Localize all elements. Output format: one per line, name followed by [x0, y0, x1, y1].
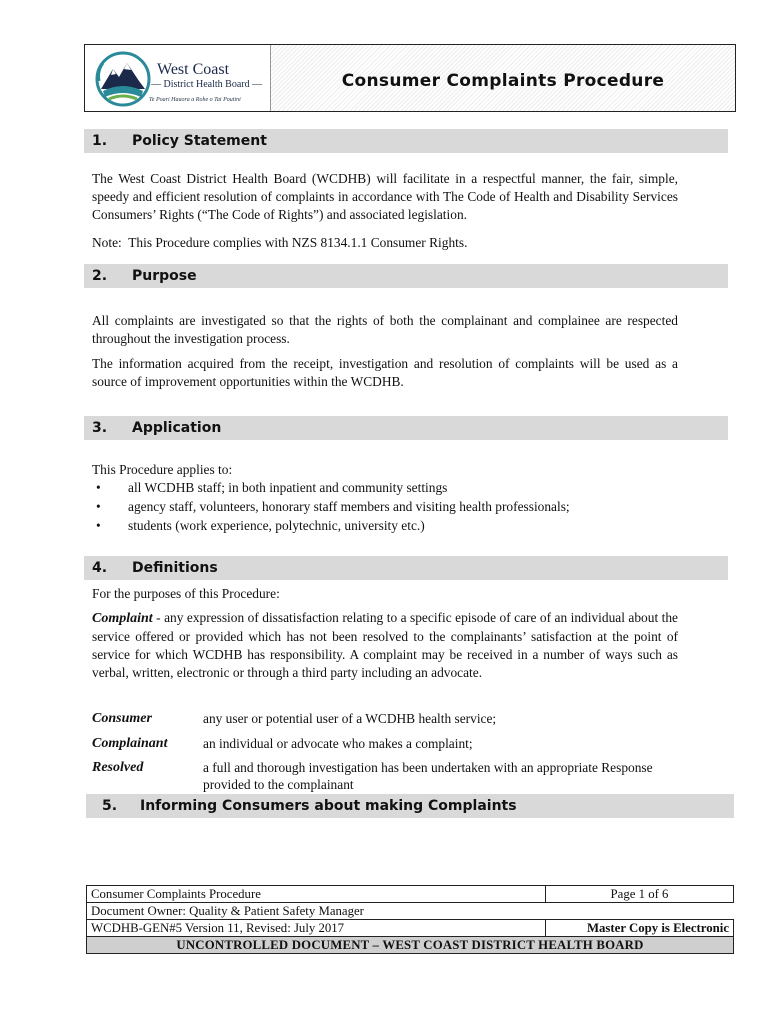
section-title: Application [132, 420, 222, 436]
definition-text: any user or potential user of a WCDHB health service; [203, 711, 497, 726]
footer-owner: Document Owner: Quality & Patient Safety Manager [87, 903, 734, 920]
list-item-text: agency staff, volunteers, honorary staff members and visiting health professionals; [128, 499, 570, 514]
section-header-informing-consumers [86, 794, 734, 818]
list-item [92, 497, 692, 516]
complaint-term: Complaint [92, 611, 153, 626]
policy-note [92, 234, 678, 252]
section-number: 3. [92, 420, 108, 436]
footer-doc-title: Consumer Complaints Procedure [87, 886, 546, 903]
list-item-text: students (work experience, polytechnic, university etc.) [128, 518, 425, 533]
section-title: Purpose [132, 268, 197, 284]
application-list [92, 478, 692, 535]
footer-uncontrolled-notice: UNCONTROLLED DOCUMENT – WEST COAST DISTRICT HEALTH BOARD [87, 937, 734, 954]
definition-term: Consumer [92, 711, 152, 726]
logo-subtitle: — District Health Board — [151, 79, 263, 90]
document-title: Consumer Complaints Procedure [341, 71, 665, 91]
definition-term: Resolved [92, 760, 144, 775]
section-header-definitions [84, 556, 728, 580]
note-label: Note: [92, 235, 122, 250]
list-item [92, 516, 692, 535]
section-number: 1. [92, 133, 108, 149]
section-number: 2. [92, 268, 108, 284]
mountain-logo-icon [95, 51, 151, 107]
bullet-icon: • [96, 480, 101, 495]
definitions-intro: For the purposes of this Procedure: [92, 586, 280, 601]
note-text: This Procedure complies with NZS 8134.1.1 Consumer Rights. [128, 235, 468, 250]
document-header [84, 44, 736, 112]
purpose-paragraph-2: The information acquired from the receipt, investigation and resolution of complaints will be used as a source of improvement opportunities within the WCDHB. [92, 356, 678, 389]
section-header-application [84, 416, 728, 440]
document-footer-table [86, 885, 734, 954]
section-number: 4. [92, 560, 108, 576]
logo-tagline: Te Poari Hauora a Rohe o Tai Poutini [149, 97, 241, 103]
bullet-icon: • [96, 499, 101, 514]
complaint-definition-text: - any expression of dissatisfaction relating to a specific episode of care of an individual about the service offered or provided which has not been resolved to the complainants’ satisfaction at the point of service for which WCDHB has responsibility. A complaint may be received in a number of ways such as verbal, written, electronic or through a third party including an advocate. [92, 610, 678, 680]
section-header-purpose [84, 264, 728, 288]
section-header-policy-statement [84, 129, 728, 153]
list-item [92, 478, 692, 497]
section-title: Informing Consumers about making Complaints [140, 798, 517, 814]
footer-page-number: Page 1 of 6 [546, 886, 734, 903]
complaint-definition [92, 609, 678, 682]
definition-term: Complainant [92, 736, 168, 751]
definition-text: an individual or advocate who makes a complaint; [203, 736, 473, 751]
footer-master-copy: Master Copy is Electronic [546, 920, 734, 937]
section-number: 5. [102, 798, 118, 814]
section-title: Policy Statement [132, 133, 267, 149]
application-intro: This Procedure applies to: [92, 462, 233, 477]
purpose-paragraph-1: All complaints are investigated so that the rights of both the complainant and complainee are respected throughout the investigation process. [92, 313, 678, 346]
logo-name: West Coast [157, 61, 230, 78]
list-item-text: all WCDHB staff; in both inpatient and community settings [128, 480, 448, 495]
definition-text: a full and thorough investigation has been undertaken with an appropriate Response provided to the complainant [203, 760, 653, 792]
footer-version: WCDHB-GEN#5 Version 11, Revised: July 2017 [87, 920, 546, 937]
policy-statement-paragraph: The West Coast District Health Board (WCDHB) will facilitate in a respectful manner, the fair, simple, speedy and efficient resolution of complaints in accordance with The Code of Health and Disability Services Consumers’ Rights (“The Code of Rights”) and associated legislation. [92, 171, 678, 222]
header-title-cell [271, 45, 735, 111]
wcdhb-logo [85, 45, 271, 111]
section-title: Definitions [132, 560, 218, 576]
bullet-icon: • [96, 518, 101, 533]
